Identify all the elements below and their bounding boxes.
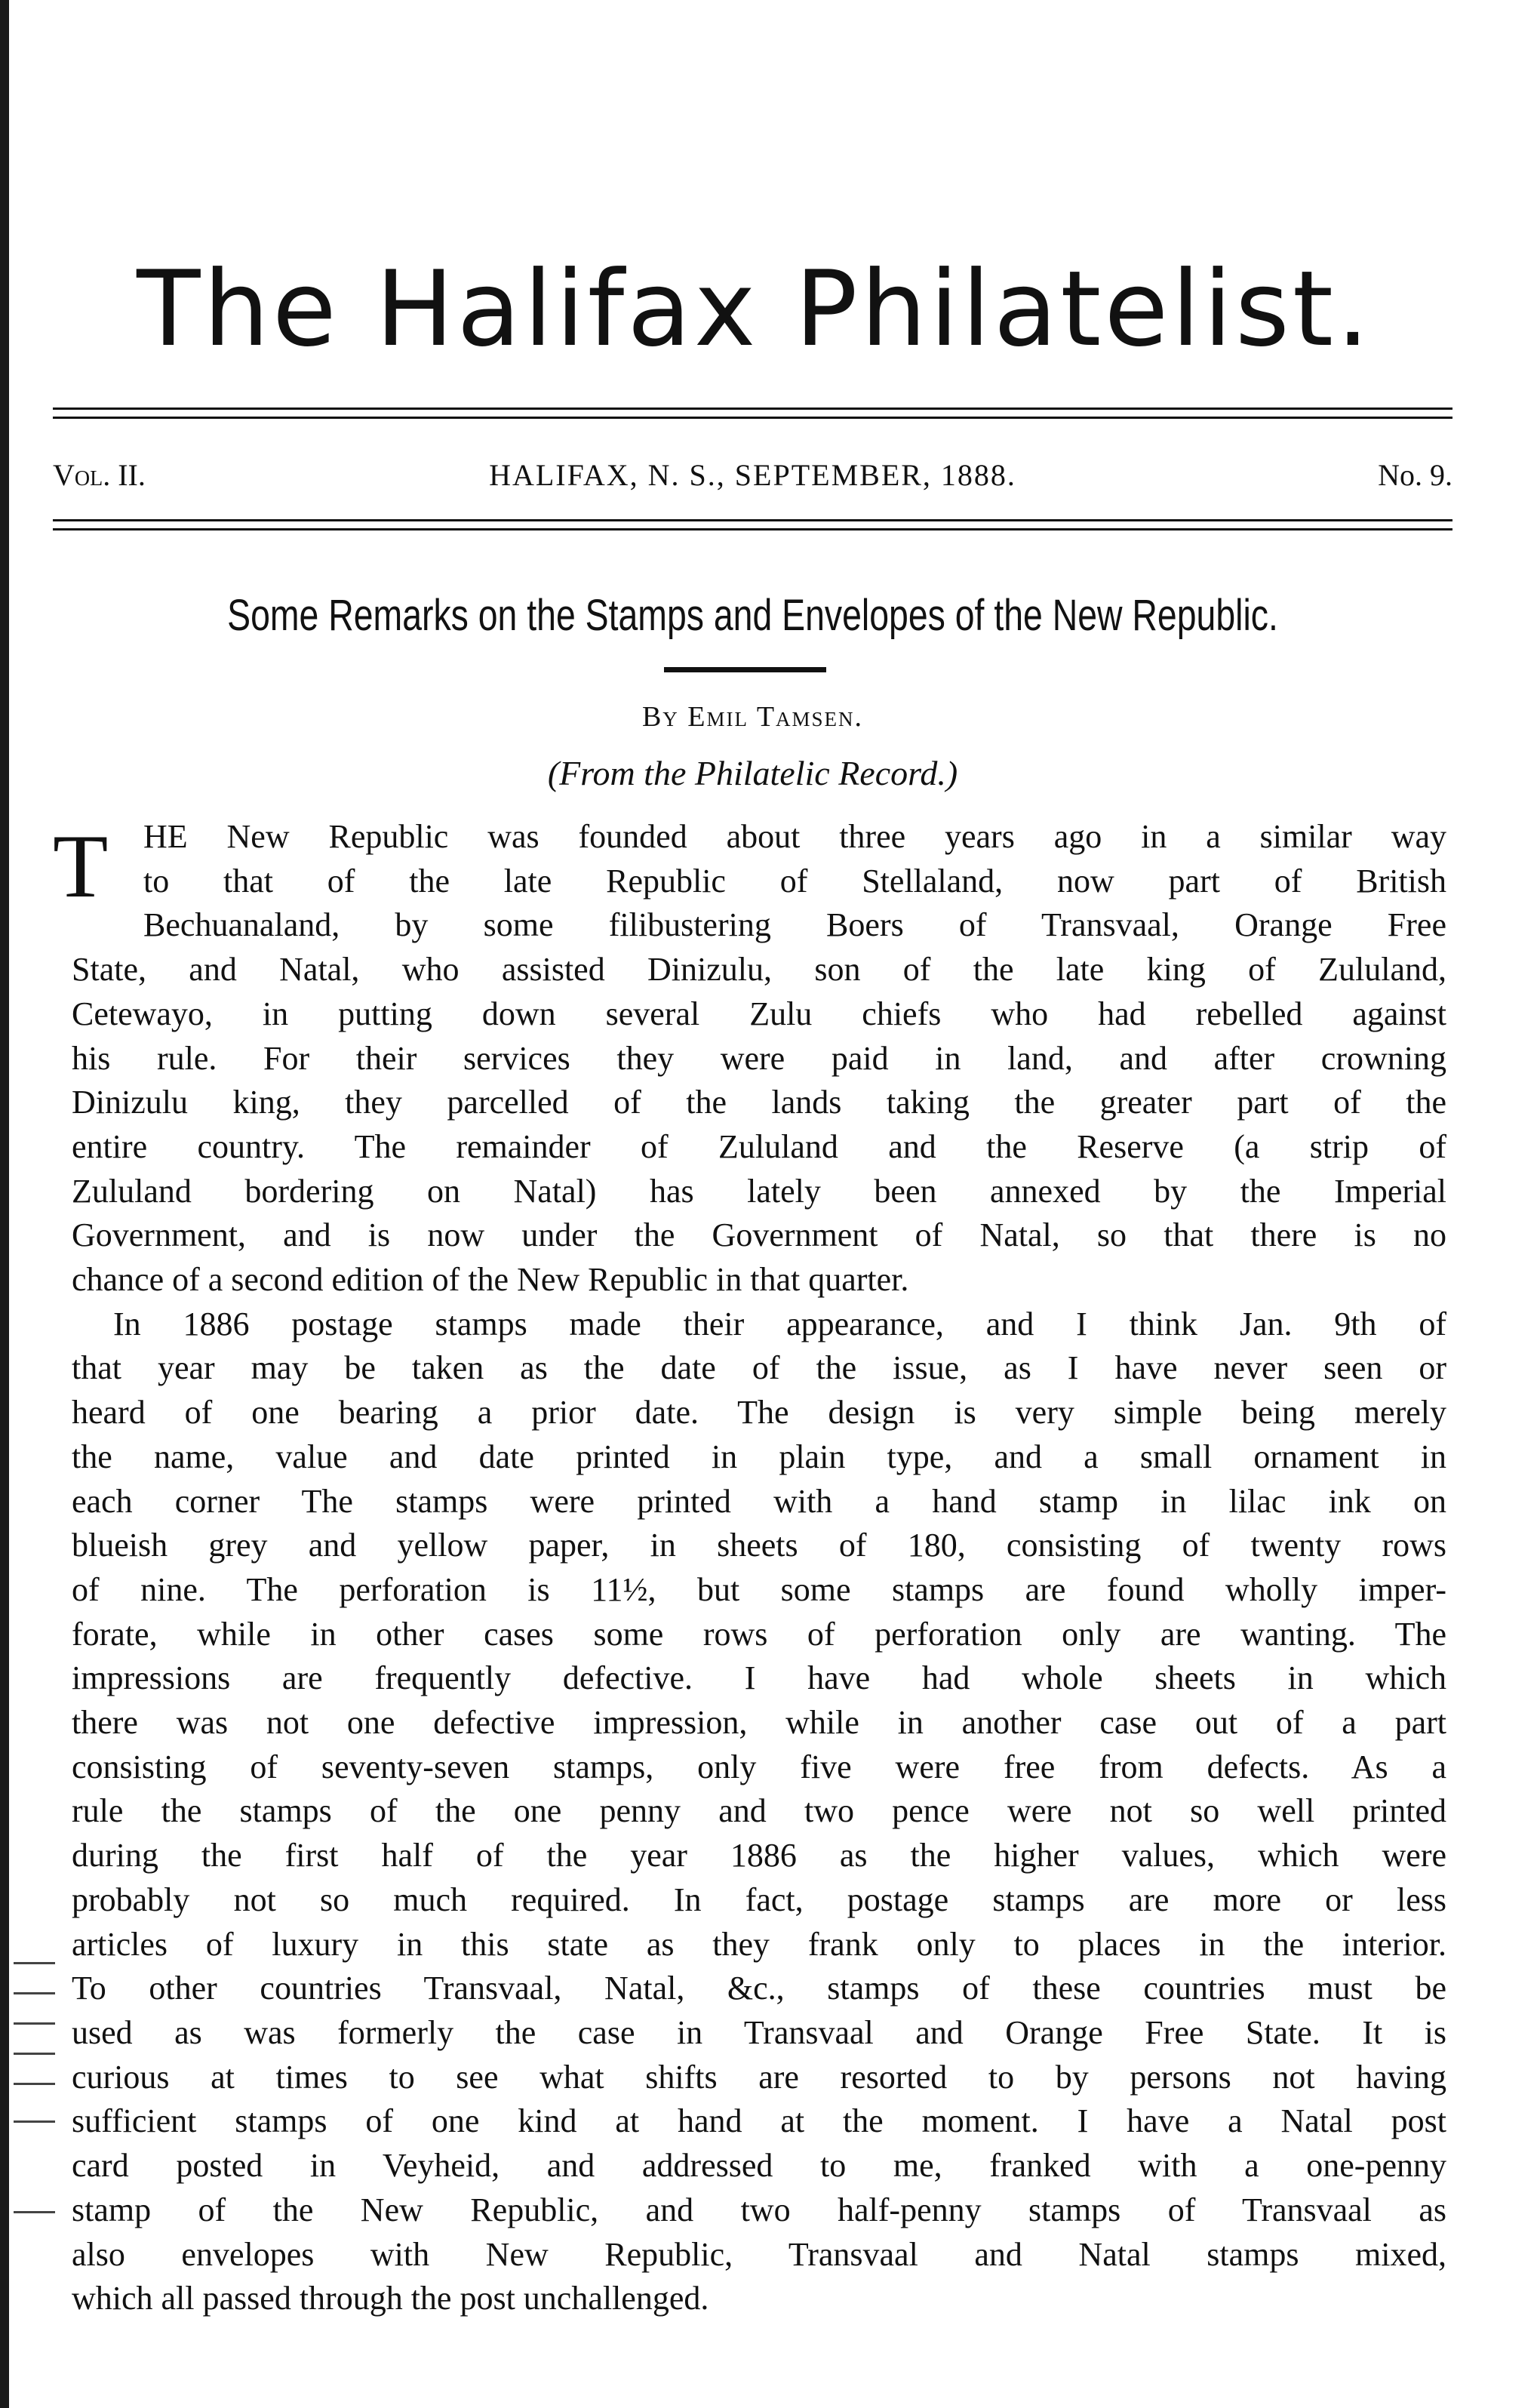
drop-cap: T xyxy=(53,816,109,916)
body-line: chance of a second edition of the New Republic in that quarter. xyxy=(72,1261,909,1299)
body-line: of nine. The perforation is 11½, but some stamps are found wholly imper- xyxy=(72,1570,1446,1608)
issue-rule-bottom xyxy=(53,528,1452,530)
body-line: stamp of the New Republic, and two half-penny stamps of Transvaal as xyxy=(72,2191,1446,2228)
article-body xyxy=(72,815,1446,2321)
masthead-rule-top xyxy=(53,407,1452,410)
issue-number: No. 9. xyxy=(1378,458,1452,492)
issue-volume: Vol. II. xyxy=(53,458,146,492)
body-line: impressions are frequently defective. I have had whole sheets in which xyxy=(72,1659,1446,1697)
body-line: Bechuanaland, by some filibustering Boers of Transvaal, Orange Free xyxy=(143,906,1446,944)
masthead-title: The Halifax Philatelist. xyxy=(137,248,1373,370)
body-line: sufficient stamps of one kind at hand at the moment. I have a Natal post xyxy=(72,2102,1446,2140)
body-line: used as was formerly the case in Transvaal and Orange Free State. It is xyxy=(72,2013,1446,2051)
body-line: blueish grey and yellow paper, in sheets of 180, consisting of twenty rows xyxy=(72,1527,1446,1564)
body-line: also envelopes with New Republic, Transvaal and Natal stamps mixed, xyxy=(72,2235,1446,2273)
masthead-rule-bottom xyxy=(53,417,1452,419)
body-line: card posted in Veyheid, and addressed to me, franked with a one-penny xyxy=(72,2147,1446,2185)
body-line: To other countries Transvaal, Natal, &c., stamps of these countries must be xyxy=(72,1970,1446,2007)
article-byline: By Emil Tamsen. xyxy=(641,701,864,733)
body-line: to that of the late Republic of Stellaland, now part of British xyxy=(143,862,1446,900)
scan-margin-marks xyxy=(14,1962,59,2339)
body-line: his rule. For their services they were paid in land, and after crowning xyxy=(72,1039,1446,1077)
body-line: articles of luxury in this state as they frank only to places in the interior. xyxy=(72,1925,1446,1963)
body-line: curious at times to see what shifts are resorted to by persons not having xyxy=(72,2058,1446,2096)
body-line: during the first half of the year 1886 as the higher values, which were xyxy=(72,1837,1446,1874)
body-line: which all passed through the post unchallenged. xyxy=(72,2280,709,2317)
body-line: consisting of seventy-seven stamps, only five were free from defects. As a xyxy=(72,1748,1446,1785)
body-line: State, and Natal, who assisted Dinizulu, son of the late king of Zululand, xyxy=(72,951,1446,989)
scan-edge xyxy=(0,0,9,2408)
article-title: Some Remarks on the Stamps and Envelopes of the New Republic. xyxy=(227,591,1278,640)
title-divider xyxy=(664,667,826,672)
issue-line xyxy=(53,453,1452,498)
body-line: heard of one bearing a prior date. The design is very simple being merely xyxy=(72,1394,1446,1432)
issue-rule-top xyxy=(53,519,1452,521)
body-line: the name, value and date printed in plain type, and a small ornament in xyxy=(72,1438,1446,1475)
body-line: Government, and is now under the Government of Natal, so that there is no xyxy=(72,1216,1446,1254)
body-line: Zululand bordering on Natal) has lately been annexed by the Imperial xyxy=(72,1172,1446,1210)
body-line: there was not one defective impression, while in another case out of a part xyxy=(72,1704,1446,1742)
body-line: rule the stamps of the one penny and two pence were not so well printed xyxy=(72,1792,1446,1830)
issue-place-date: HALIFAX, N. S., SEPTEMBER, 1888. xyxy=(489,458,1016,492)
body-line: HE New Republic was founded about three years ago in a similar way xyxy=(143,818,1446,855)
article-source: (From the Philatelic Record.) xyxy=(547,754,958,792)
body-line: Cetewayo, in putting down several Zulu chiefs who had rebelled against xyxy=(72,995,1446,1032)
body-line: forate, while in other cases some rows of perforation only are wanting. The xyxy=(72,1615,1446,1653)
body-line: Dinizulu king, they parcelled of the lands taking the greater part of the xyxy=(72,1084,1446,1121)
body-line: In 1886 postage stamps made their appearance, and I think Jan. 9th of xyxy=(113,1305,1446,1342)
body-line: entire country. The remainder of Zululand and the Reserve (a strip of xyxy=(72,1127,1446,1165)
body-line: that year may be taken as the date of the issue, as I have never seen or xyxy=(72,1349,1446,1387)
body-line: probably not so much required. In fact, postage stamps are more or less xyxy=(72,1881,1446,1918)
body-line: each corner The stamps were printed with a hand stamp in lilac ink on xyxy=(72,1482,1446,1520)
